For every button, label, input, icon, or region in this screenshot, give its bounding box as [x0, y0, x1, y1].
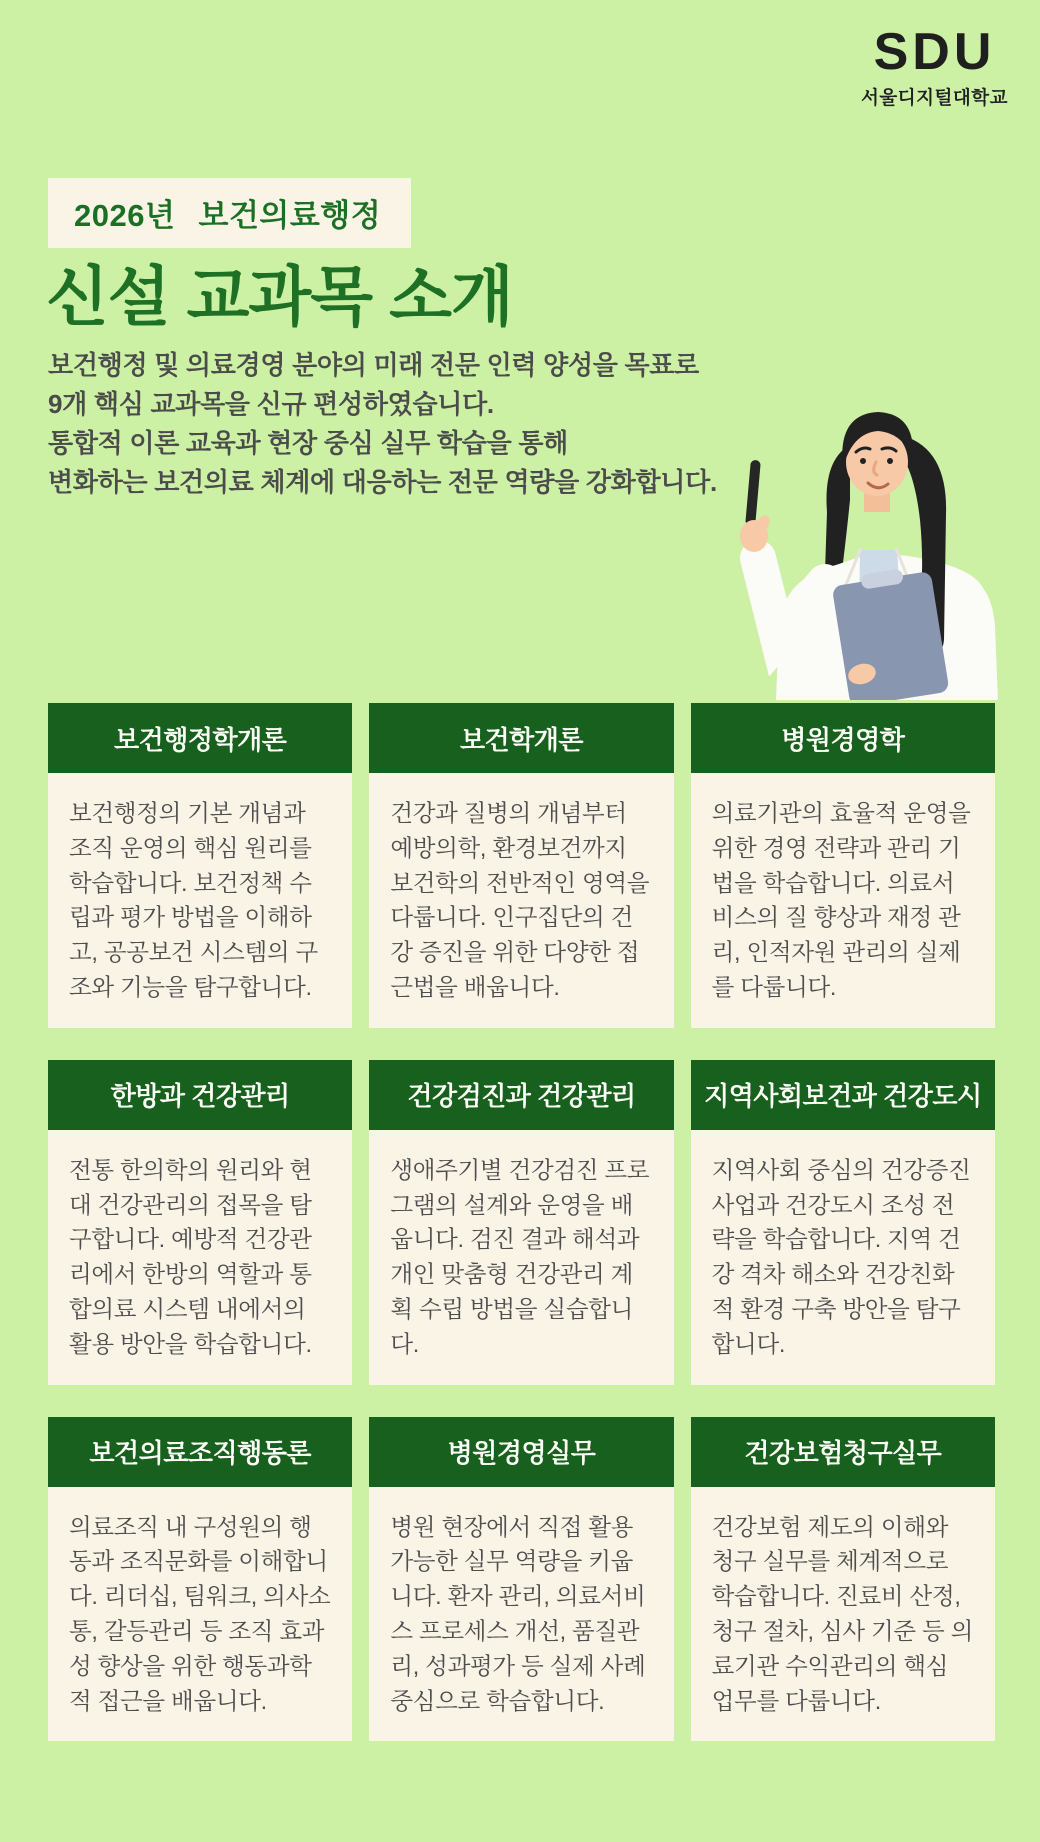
course-title: 건강보험청구실무 — [691, 1417, 995, 1487]
sdu-logo — [861, 23, 1008, 110]
course-description: 건강과 질병의 개념부터 예방의학, 환경보건까지 보건학의 전반적인 영역을 다룹니다. 인구집단의 건강 증진을 위한 다양한 접근법을 배웁니다. — [369, 773, 673, 1028]
intro-line: 9개 핵심 교과목을 신규 편성하였습니다. — [48, 389, 494, 419]
course-title: 지역사회보건과 건강도시 — [691, 1060, 995, 1130]
course-card — [691, 1060, 995, 1385]
course-title: 한방과 건강관리 — [48, 1060, 352, 1130]
course-description: 의료기관의 효율적 운영을 위한 경영 전략과 관리 기법을 학습합니다. 의료서비스의 질 향상과 재정 관리, 인적자원 관리의 실제를 다룹니다. — [691, 773, 995, 1028]
course-title: 병원경영실무 — [369, 1417, 673, 1487]
course-card — [691, 1417, 995, 1742]
course-title: 보건의료조직행동론 — [48, 1417, 352, 1487]
intro-line: 보건행정 및 의료경영 분야의 미래 전문 인력 양성을 목표로 — [48, 350, 699, 380]
course-description: 생애주기별 건강검진 프로그램의 설계와 운영을 배웁니다. 검진 결과 해석과 개인 맞춤형 건강관리 계획 수립 방법을 실습합니다. — [369, 1130, 673, 1385]
doctor-illustration-svg — [710, 400, 1040, 700]
course-card — [369, 1417, 673, 1742]
course-card — [369, 703, 673, 1028]
course-card — [369, 1060, 673, 1385]
intro-line: 통합적 이론 교육과 현장 중심 실무 학습을 통해 — [48, 428, 568, 458]
course-title: 건강검진과 건강관리 — [369, 1060, 673, 1130]
doctor-illustration — [710, 400, 1040, 700]
intro-line: 변화하는 보건의료 체계에 대응하는 전문 역량을 강화합니다. — [48, 467, 717, 497]
course-card — [48, 1060, 352, 1385]
course-grid — [48, 703, 995, 1741]
course-title: 보건행정학개론 — [48, 703, 352, 773]
intro-paragraph — [48, 346, 717, 502]
course-description: 전통 한의학의 원리와 현대 건강관리의 접목을 탐구합니다. 예방적 건강관리에서 한방의 역할과 통합의료 시스템 내에서의 활용 방안을 학습합니다. — [48, 1130, 352, 1385]
course-card — [48, 1417, 352, 1742]
course-description: 건강보험 제도의 이해와 청구 실무를 체계적으로 학습합니다. 진료비 산정, 청구 절차, 심사 기준 등 의료기관 수익관리의 핵심 업무를 다룹니다. — [691, 1487, 995, 1742]
course-description: 지역사회 중심의 건강증진 사업과 건강도시 조성 전략을 학습합니다. 지역 건강 격차 해소와 건강친화적 환경 구축 방안을 탐구합니다. — [691, 1130, 995, 1385]
sdu-logo-acronym: SDU — [873, 23, 996, 81]
page-title: 신설 교과목 소개 — [46, 260, 513, 333]
year-category-badge: 2026년 보건의료행정 — [48, 178, 411, 248]
course-card — [48, 703, 352, 1028]
course-description: 의료조직 내 구성원의 행동과 조직문화를 이해합니다. 리더십, 팀워크, 의사소통, 갈등관리 등 조직 효과성 향상을 위한 행동과학적 접근을 배웁니다. — [48, 1487, 352, 1742]
course-card — [691, 703, 995, 1028]
course-title: 병원경영학 — [691, 703, 995, 773]
course-description: 병원 현장에서 직접 활용 가능한 실무 역량을 키웁니다. 환자 관리, 의료서비스 프로세스 개선, 품질관리, 성과평가 등 실제 사례 중심으로 학습합니다. — [369, 1487, 673, 1742]
sdu-logo-university-name: 서울디지털대학교 — [861, 87, 1008, 108]
course-description: 보건행정의 기본 개념과 조직 운영의 핵심 원리를 학습합니다. 보건정책 수립과 평가 방법을 이해하고, 공공보건 시스템의 구조와 기능을 탐구합니다. — [48, 773, 352, 1028]
course-title: 보건학개론 — [369, 703, 673, 773]
